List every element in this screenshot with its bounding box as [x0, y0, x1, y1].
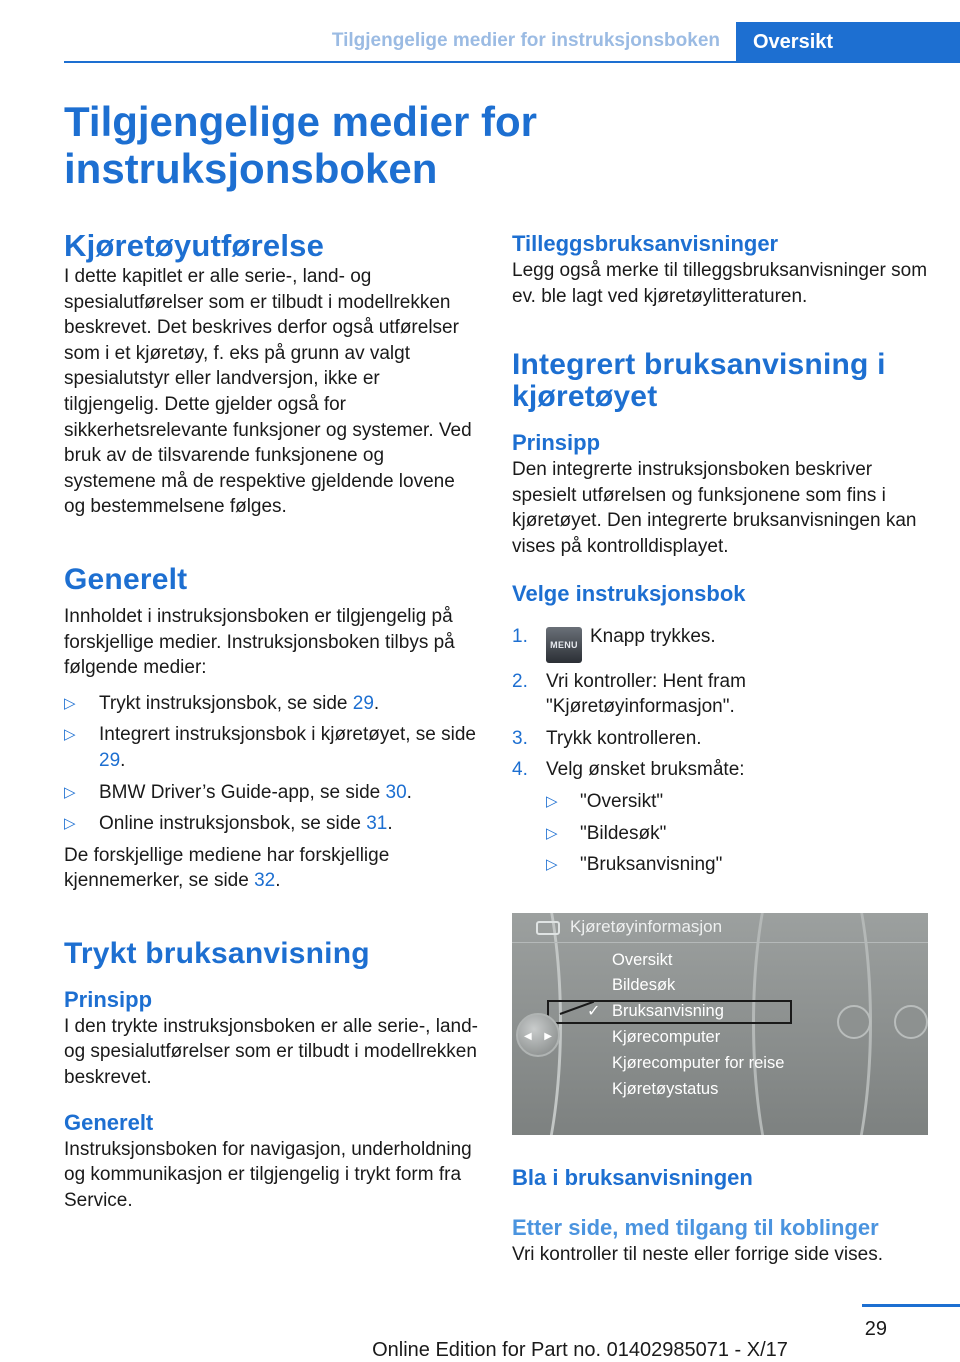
browse-section	[512, 1164, 928, 1268]
heading-vehicle-version: Kjøretøyutførelse	[64, 228, 325, 263]
controller-knob-icon: ◀ ▶	[516, 1013, 560, 1057]
header-rule	[64, 61, 960, 63]
list-item: 3. Trykk kontrolleren.	[512, 727, 702, 749]
paragraph-by-page: Vri kontroller til neste eller forrige side vises.	[512, 1244, 883, 1265]
running-header-section: Tilgjengelige medier for instruksjonsboken	[331, 30, 720, 51]
triangle-bullet-icon: ▷	[546, 824, 558, 842]
display-title-rule	[512, 942, 928, 943]
list-item: 2. Vri kontroller: Hent fram "Kjøretøyinformasjon".	[512, 670, 746, 718]
display-menu-item: Kjøretøystatus	[612, 1080, 719, 1098]
triangle-bullet-icon: ▷	[64, 815, 76, 833]
list-item: 4. Velg ønsket bruksmåte: ▷ "Oversikt" ▷ "Bildesøk" ▷ "Bruksanvisning"	[512, 757, 928, 877]
heading-principle: Prinsipp	[64, 986, 153, 1012]
paragraph-general-2: Instruksjonsboken for navigasjon, underholdning og kommunikasjon er tilgjengelig i trykt form fra Service.	[64, 1138, 472, 1211]
display-side-icon	[837, 1005, 871, 1039]
paragraph-principle: I den trykte instruksjonsboken er alle serie-, land- og spesialutførelser som er tilbudt i modellrekken beskrevet.	[64, 1015, 478, 1089]
list-item: ▷ Integrert instruksjonsbok i kjøretøyet, se side 29.	[64, 724, 476, 771]
triangle-bullet-icon: ▷	[64, 726, 76, 744]
list-item: ▷ "Bruksanvisning"	[546, 852, 928, 878]
triangle-bullet-icon: ▷	[546, 856, 558, 874]
check-icon: ✓	[587, 1003, 601, 1020]
page-link[interactable]: 29	[352, 692, 374, 714]
right-column	[512, 230, 928, 884]
page-link[interactable]: 32	[254, 870, 276, 892]
left-column	[64, 228, 480, 1213]
paragraph-general: Innholdet i instruksjonsboken er tilgjengelig på forskjellige medier. Instruksjonsboken tilbys på følgende medier:	[64, 605, 455, 679]
page-title: Tilgjengelige medier for instruksjonsboken	[64, 98, 537, 192]
running-header-tab: Oversikt	[736, 22, 960, 63]
heading-supplement: Tilleggsbruksanvisninger	[512, 231, 779, 256]
list-item: ▷ "Oversikt"	[546, 789, 928, 815]
heading-general: Generelt	[64, 562, 188, 596]
paragraph-supplement: Legg også merke til tilleggsbruksanvisninger som ev. ble lagt ved kjøretøylitteraturen.	[512, 260, 928, 307]
heading-principle-right: Prinsipp	[512, 430, 601, 456]
steps-list	[512, 624, 928, 878]
display-menu-item-selected: Bruksanvisning	[612, 1002, 724, 1020]
page-link[interactable]: 29	[99, 749, 121, 771]
list-item: ▷ Online instruksjonsbok, se side 31.	[64, 811, 480, 837]
vehicle-info-icon	[536, 921, 560, 935]
display-menu-item: Kjørecomputer for reise	[612, 1054, 785, 1072]
display-menu-item: Kjørecomputer	[612, 1028, 721, 1046]
media-list	[64, 691, 480, 837]
heading-printed: Trykt bruksanvisning	[64, 936, 370, 970]
footer-rule	[862, 1304, 960, 1307]
page-number: 29	[864, 1318, 887, 1340]
display-title: Kjøretøyinformasjon	[570, 917, 723, 936]
heading-integrated: Integrert bruksanvisning i kjøretøyet	[512, 348, 886, 414]
paragraph-vehicle-version: I dette kapitlet er alle serie-, land- og spesialutførelser som er tilbudt i modellrekken beskrevet. Det beskrives derfor også utførelser som i et kjøretøy, f. eks på grunn av valgt spesialutstyr eller landversjon, ikke er tilgjengelig. Dette gjelder også for sikkerhetsrelevante funksjoner og systemer. Ved bruk av de tilsvarende funksjonene og systemene må de respektive gjeldende lovene og bestemmelsene følges.	[64, 266, 472, 518]
display-side-icon	[894, 1005, 928, 1039]
list-item: 1. MENU Knapp trykkes.	[512, 624, 928, 663]
triangle-bullet-icon: ▷	[64, 783, 76, 801]
triangle-bullet-icon: ▷	[64, 694, 76, 712]
triangle-bullet-icon: ▷	[546, 792, 558, 810]
paragraph-principle-right: Den integrerte instruksjonsboken beskriver spesielt utførelsen og funksjonene som fins i kjøretøyet. Den integrerte bruksanvisningen kan vises på kontrolldisplayet.	[512, 459, 917, 557]
list-item: ▷ Trykt instruksjonsbok, se side 29.	[64, 691, 480, 717]
list-item: ▷ "Bildesøk"	[546, 821, 928, 847]
heading-by-page: Etter side, med tilgang til koblinger	[512, 1215, 879, 1240]
heading-general-2: Generelt	[64, 1109, 154, 1135]
paragraph-marks: De forskjellige mediene har forskjellige kjennemerker, se side 32.	[64, 844, 390, 892]
page-link[interactable]: 30	[385, 781, 407, 803]
edition-footer: Online Edition for Part no. 01402985071 - X/17	[372, 1339, 788, 1361]
mode-list	[546, 789, 928, 878]
page-link[interactable]: 31	[366, 813, 388, 835]
heading-browse: Bla i bruksanvisningen	[512, 1165, 753, 1190]
control-display-screenshot	[512, 913, 928, 1135]
heading-select-manual: Velge instruksjonsbok	[512, 580, 746, 606]
list-item: ▷ BMW Driver’s Guide-app, se side 30.	[64, 780, 480, 806]
display-menu-item: Bildesøk	[612, 976, 676, 994]
display-menu-item: Oversikt	[612, 951, 673, 969]
menu-button-icon: MENU	[546, 627, 582, 663]
